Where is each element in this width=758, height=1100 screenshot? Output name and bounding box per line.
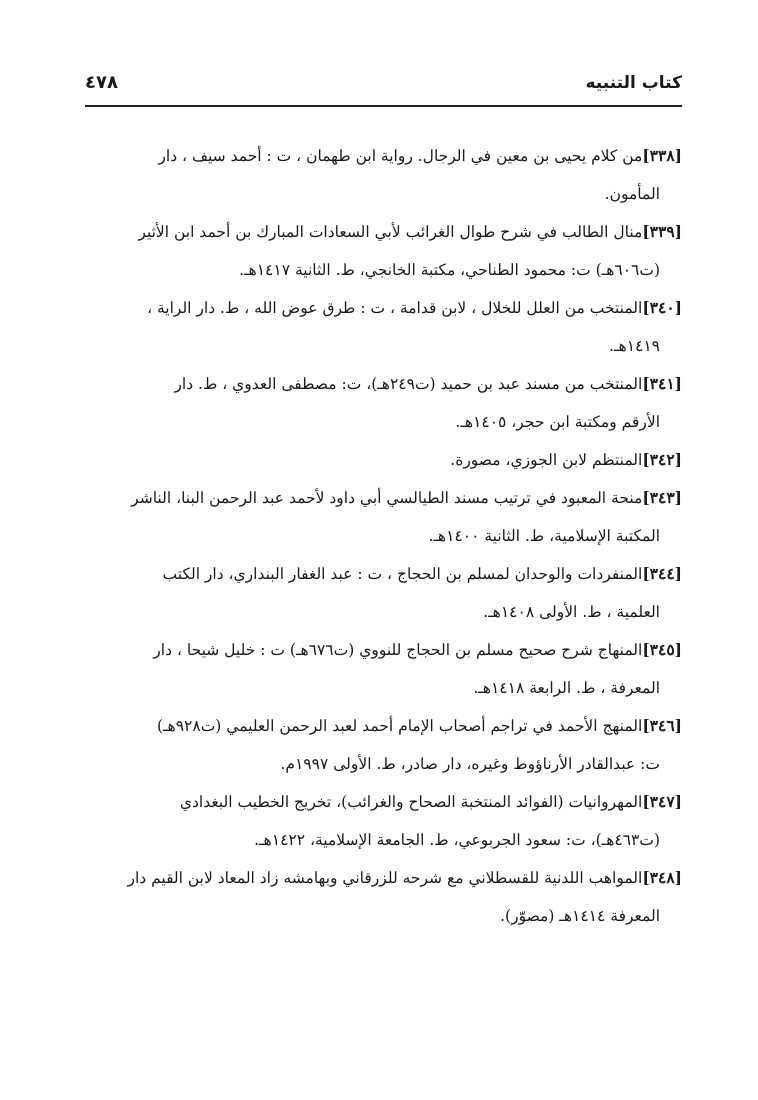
entry-text: المهروانيات (الفوائد المنتخبة الصحاح والغرائب)، تخريج الخطيب البغدادي	[179, 793, 643, 811]
bibliography-entry	[78, 289, 682, 327]
bibliography-entry	[78, 365, 682, 403]
running-title: كتاب التنبيه	[585, 73, 682, 93]
entry-text: المنتظم لابن الجوزي، مصورة.	[450, 451, 643, 469]
entry-continuation: المعرفة ، ط. الرابعة ١٤١٨هـ.	[473, 679, 660, 697]
entry-text: المنتخب من العلل للخلال ، لابن قدامة ، ت : طرق عوض الله ، ط. دار الراية ،	[147, 299, 643, 317]
entry-text: المنتخب من مسند عبد بن حميد (ت٢٤٩هـ)، ت: مصطفى العدوي ، ط. دار	[174, 375, 643, 393]
entry-number: [٣٤٤]	[642, 564, 682, 583]
entry-continuation: المأمون.	[604, 185, 660, 203]
page-number: ٤٧٨	[85, 72, 118, 93]
entry-number: [٣٤٦]	[642, 716, 682, 735]
entry-number: [٣٤٢]	[642, 450, 682, 469]
entry-text: المنهاج شرح صحيح مسلم بن الحجاج للنووي (ت٦٧٦هـ) ت : خليل شيحا ، دار	[153, 641, 643, 659]
entry-continuation: (ت٦٠٦هـ) ت: محمود الطناحي، مكتبة الخانجي، ط. الثانية ١٤١٧هـ.	[239, 261, 660, 279]
header-rule	[85, 105, 682, 107]
entry-text: المواهب اللدنية للقسطلاني مع شرحه للزرقاني وبهامشه زاد المعاد لابن القيم دار	[127, 869, 643, 887]
bibliography-entry	[78, 859, 682, 897]
entry-continuation: المكتبة الإسلامية، ط. الثانية ١٤٠٠هـ.	[428, 527, 660, 545]
bibliography-entry	[78, 441, 682, 479]
entry-continuation: المعرفة ١٤١٤هـ (مصوّر).	[500, 907, 660, 925]
entry-number: [٣٤١]	[642, 374, 682, 393]
entry-text: منحة المعبود في ترتيب مسند الطيالسي أبي داود لأحمد عبد الرحمن البنا، الناشر	[131, 489, 643, 507]
bibliography-list	[78, 137, 682, 935]
bibliography-entry	[78, 555, 682, 593]
entry-number: [٣٣٩]	[642, 222, 682, 241]
bibliography-entry	[78, 707, 682, 745]
entry-text: المنفردات والوحدان لمسلم بن الحجاج ، ت : عبد الغفار البنداري، دار الكتب	[162, 565, 643, 583]
entry-number: [٣٤٥]	[642, 640, 682, 659]
entry-continuation: العلمية ، ط. الأولى ١٤٠٨هـ.	[483, 603, 660, 621]
bibliography-entry	[78, 479, 682, 517]
entry-text: منال الطالب في شرح طوال الغرائب لأبي السعادات المبارك بن أحمد ابن الأثير	[138, 223, 643, 241]
entry-continuation: الأرقم ومكتبة ابن حجر، ١٤٠٥هـ.	[455, 413, 660, 431]
bibliography-entry	[78, 213, 682, 251]
entry-number: [٣٤٣]	[642, 488, 682, 507]
entry-continuation: ت: عبدالقادر الأرناؤوط وغيره، دار صادر، ط. الأولى ١٩٩٧م.	[280, 755, 660, 773]
entry-number: [٣٣٨]	[642, 146, 682, 165]
bibliography-entry	[78, 631, 682, 669]
entry-number: [٣٤٠]	[642, 298, 682, 317]
entry-continuation: ١٤١٩هـ.	[609, 337, 660, 355]
entry-number: [٣٤٧]	[642, 792, 682, 811]
entry-text: من كلام يحيى بن معين في الرجال. رواية ابن طهمان ، ت : أحمد سيف ، دار	[158, 147, 643, 165]
entry-number: [٣٤٨]	[642, 868, 682, 887]
bibliography-entry	[78, 783, 682, 821]
running-header	[85, 66, 682, 100]
entry-text: المنهج الأحمد في تراجم أصحاب الإمام أحمد لعبد الرحمن العليمي (ت٩٢٨هـ)	[156, 717, 643, 735]
bibliography-entry	[78, 137, 682, 175]
entry-continuation: (ت٤٦٣هـ)، ت: سعود الجربوعي، ط. الجامعة الإسلامية، ١٤٢٢هـ.	[254, 831, 660, 849]
